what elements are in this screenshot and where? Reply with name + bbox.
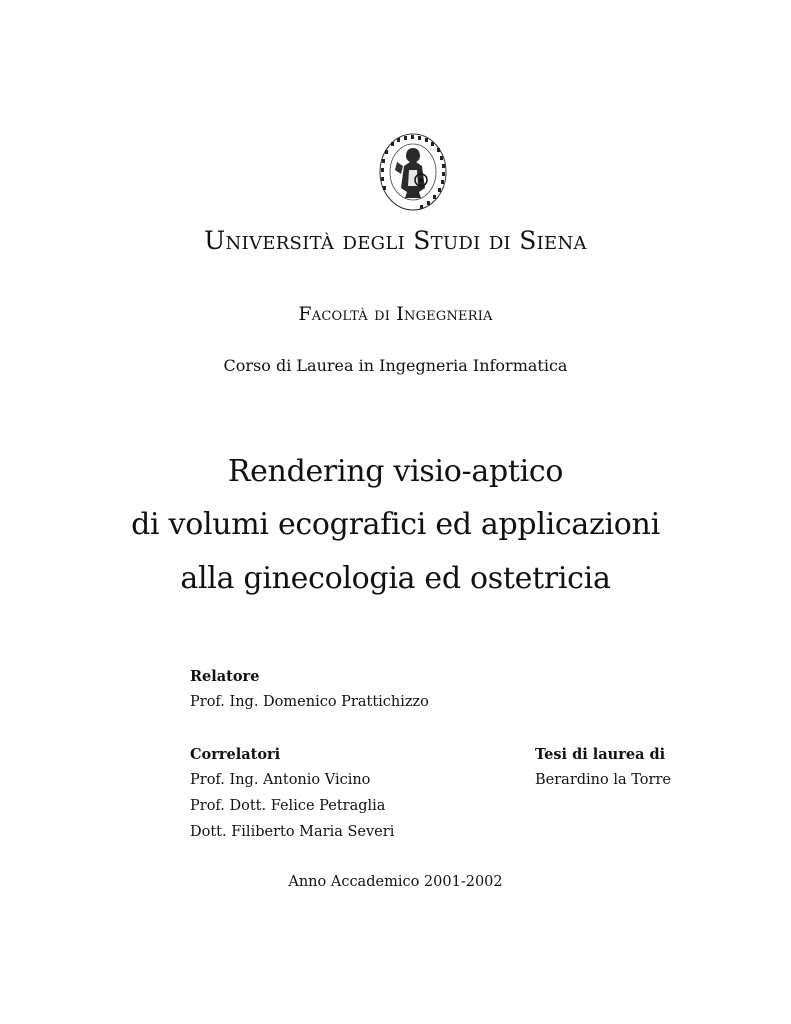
thesis-title-line-3: alla ginecologia ed ostetricia [180,561,611,596]
relatore-name: Prof. Ing. Domenico Prattichizzo [190,694,429,710]
correlatore-name: Dott. Filiberto Maria Severi [190,824,395,840]
tesi-label: Tesi di laurea di [535,746,666,763]
thesis-title-line-2: di volumi ecografici ed applicazioni [131,507,660,542]
academic-year: Anno Accademico 2001-2002 [288,874,503,890]
correlatore-name: Prof. Ing. Antonio Vicino [190,772,371,788]
course-name: Corso di Laurea in Ingegneria Informatica [223,356,568,375]
relatore-label: Relatore [190,668,260,685]
university-seal-icon [377,132,449,212]
author-name: Berardino la Torre [535,772,671,788]
thesis-title-line-1: Rendering visio-aptico [227,454,564,489]
correlatori-label: Correlatori [190,746,281,763]
faculty-name: Facoltà di Ingegneria [298,303,493,325]
university-name: Università degli Studi di Siena [204,226,587,255]
correlatore-name: Prof. Dott. Felice Petraglia [190,798,386,814]
